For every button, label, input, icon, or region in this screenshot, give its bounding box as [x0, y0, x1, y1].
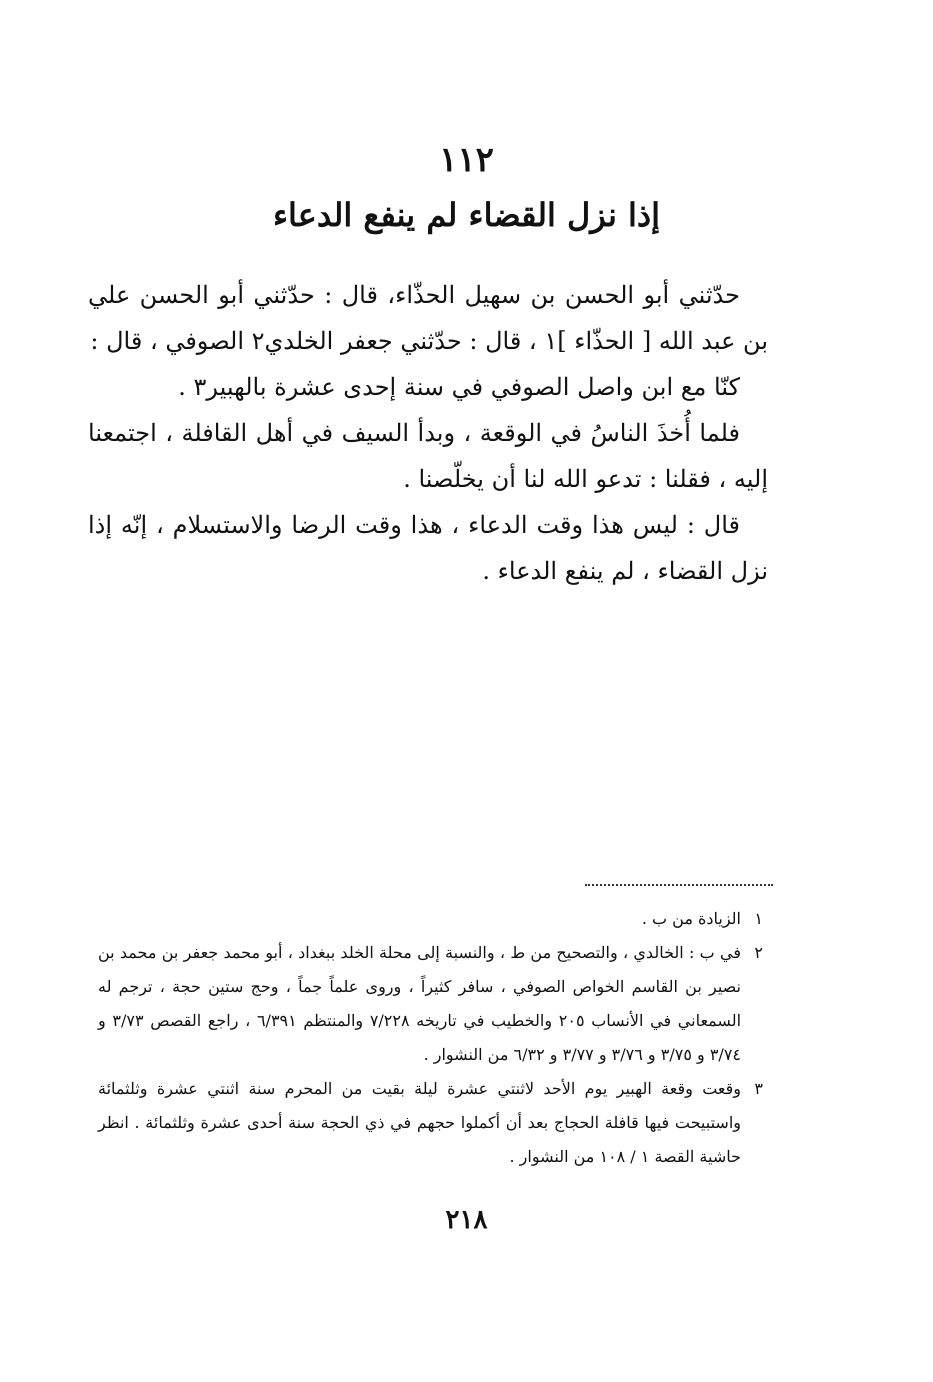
page-number: ٢١٨: [445, 1205, 488, 1235]
paragraph-isnad: حدّثني أبو الحسن بن سهيل الحذّاء، قال : حدّثني أبو الحسن علي بن عبد الله [ الحذّاء ]١ ، قال : حدّثني جعفر الخلدي٢ الصوفي ، قال :: [88, 281, 768, 355]
footnote-number: ٢: [754, 943, 763, 962]
footnote-separator: [585, 884, 773, 886]
footnote-3: [98, 1072, 763, 1174]
footnote-number: ١: [754, 909, 763, 928]
footnote-text: في ب : الخالدي ، والتصحيح من ط ، والنسبة إلى محلة الخلد ببغداد ، أبو محمد جعفر بن محمد بن نصير بن القاسم الخواص الصوفي ، سافر كثيراً ، وروى علماً جماً ، وحج ستين حجة ، ترجم له السمعاني في الأنساب ٢٠٥ والخطيب في تاريخه ٧/٢٢٨ والمنتظم ٦/٣٩١ ، راجع القصص ٣/٧٣ و ٣/٧٤ و ٣/٧٥ و ٣/٧٦ و ٣/٧٧ و ٦/٣٢ من النشوار .: [98, 943, 742, 1064]
story-body: [88, 272, 768, 594]
footnote-number: ٣: [754, 1079, 763, 1098]
paragraph-setting: كنّا مع ابن واصل الصوفي في سنة إحدى عشرة بالهبير٣ .: [178, 373, 740, 401]
footnotes: [98, 902, 763, 1174]
footnote-1: [98, 902, 763, 936]
paragraph-reply: قال : ليس هذا وقت الدعاء ، هذا وقت الرضا والاستسلام ، إنّه إذا نزل القضاء ، لم ينفع الدعاء .: [88, 511, 768, 585]
paragraph-request: فلما أُخذَ الناسُ في الوقعة ، وبدأ السيف في أهل القافلة ، اجتمعنا إليه ، فقلنا : تدعو الله لنا أن يخلّصنا .: [88, 419, 768, 493]
story-title: إذا نزل القضاء لم ينفع الدعاء: [272, 196, 661, 234]
footnote-text: وقعت وقعة الهبير يوم الأحد لاثنتي عشرة ليلة بقيت من المحرم سنة اثنتي عشرة وثلثمائة واستبيحت فيها قافلة الحجاج بعد أن أكملوا حجهم في ذي الحجة سنة أحدى عشرة وثلثمائة . انظر حاشية القصة ١ / ١٠٨ من النشوار .: [98, 1079, 741, 1166]
footnote-2: [98, 936, 763, 1072]
story-number: ١١٢: [439, 140, 494, 180]
footnote-text: الزيادة من ب .: [641, 909, 741, 928]
